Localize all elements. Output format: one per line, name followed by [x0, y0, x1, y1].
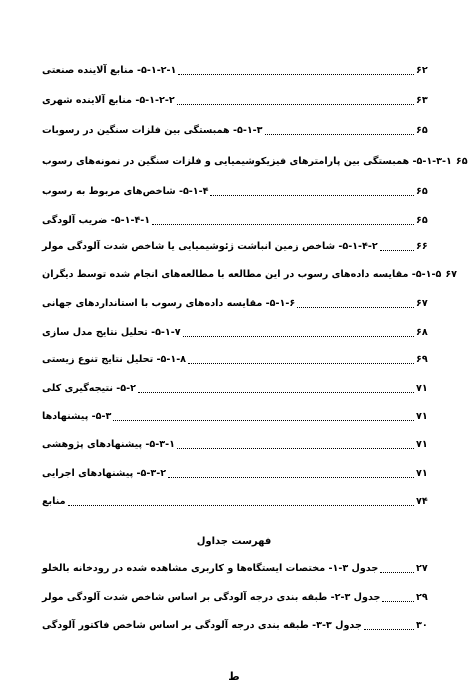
dot-leader: [210, 194, 414, 196]
dot-leader: [68, 504, 414, 506]
table-list-entry[interactable]: [40, 591, 436, 605]
dot-leader: [177, 103, 414, 105]
toc-title: ۵-۱-۸- تحلیل نتایج تنوع زیستی: [42, 354, 187, 365]
dot-leader: [177, 447, 414, 449]
table-page-number: ۲۹: [416, 592, 428, 603]
toc-entry[interactable]: [40, 64, 436, 78]
dot-leader: [297, 306, 414, 308]
toc-title: ۵-۱-۴-۱- ضریب آلودگی: [42, 215, 151, 226]
toc-page-number: ۷۱: [416, 383, 428, 394]
toc-title: ۵-۱-۳- همبستگی بین فلزات سنگین در رسوبات: [42, 125, 263, 136]
toc-page-number: ۶۹: [416, 354, 428, 365]
toc-page-number: ۷۴: [416, 496, 428, 507]
tables-list-heading: فهرست جداول: [196, 536, 272, 547]
toc-entry[interactable]: [40, 382, 436, 396]
dot-leader: [168, 476, 414, 478]
toc-title: ۵-۱-۲-۲- منابع آلاینده شهری: [42, 95, 175, 106]
dot-leader: [265, 133, 414, 135]
dot-leader: [183, 335, 414, 337]
toc-page-number: ۶۵: [416, 186, 428, 197]
toc-title: ۵-۱-۷- تحلیل نتایج مدل سازی: [42, 327, 181, 338]
toc-page-number: ۶۵: [416, 125, 428, 136]
dot-leader: [380, 571, 414, 573]
dot-leader: [113, 419, 414, 421]
toc-title: ۵-۲- نتیجه‌گیری کلی: [42, 383, 136, 394]
toc-title: ۵-۱-۶- مقایسه داده‌های رسوب با استانداردهای جهانی: [42, 298, 296, 309]
dot-leader: [364, 628, 414, 630]
toc-page-number: ۷۱: [416, 468, 428, 479]
toc-page-number: ۶۵: [455, 156, 468, 167]
toc-entry[interactable]: [40, 214, 436, 228]
toc-page-number: ۶۳: [416, 95, 428, 106]
dot-leader: [178, 73, 414, 75]
toc-entry[interactable]: [40, 155, 468, 169]
table-list-entry[interactable]: [40, 562, 436, 576]
toc-page-number: ۶۸: [416, 327, 428, 338]
toc-entry[interactable]: [40, 467, 436, 481]
table-title: جدول ۳-۲- طبقه بندی درجه آلودگی بر اساس شاخص شدت آلودگی مولر: [42, 592, 381, 603]
toc-page-number: ۶۷: [416, 298, 428, 309]
dot-leader: [380, 249, 414, 251]
toc-entry[interactable]: [40, 353, 436, 367]
toc-entry[interactable]: [40, 297, 436, 311]
toc-title: ۵-۳-۱- پیشنهادهای پژوهشی: [42, 439, 175, 450]
dot-leader: [138, 391, 414, 393]
toc-title: ۵-۳-۲- پیشنهادهای اجرایی: [42, 468, 167, 479]
toc-page-number: ۷۱: [416, 439, 428, 450]
toc-page-number: ۷۱: [416, 411, 428, 422]
dot-leader: [188, 362, 414, 364]
toc-title: ۵-۳- پیشنهادها: [42, 411, 112, 422]
toc-entry[interactable]: [40, 185, 436, 199]
toc-entry[interactable]: [40, 124, 436, 138]
toc-page-number: ۶۵: [416, 215, 428, 226]
toc-title: ۵-۱-۴- شاخص‌های مربوط به رسوب: [42, 186, 209, 197]
table-page-number: ۳۰: [416, 620, 428, 631]
toc-page-number: ۶۷: [445, 269, 458, 280]
toc-entry[interactable]: [40, 410, 436, 424]
toc-entry[interactable]: [40, 438, 436, 452]
toc-page-number: ۶۶: [416, 241, 428, 252]
toc-page-number: ۶۲: [416, 65, 428, 76]
dot-leader: [382, 600, 414, 602]
table-page-number: ۲۷: [416, 563, 428, 574]
toc-title: ۵-۱-۲-۱- منابع آلاینده صنعتی: [42, 65, 177, 76]
toc-entry[interactable]: [40, 240, 436, 254]
toc-entry[interactable]: [40, 495, 436, 509]
toc-title: منابع: [42, 496, 66, 507]
toc-title: ۵-۱-۵- مقایسه داده‌های رسوب در این مطالعه با مطالعه‌های انجام شده توسط دیگران: [42, 269, 442, 280]
table-title: جدول ۳-۱- مختصات ایستگاه‌ها و کاربری مشاهده شده در رودخانه بالخلو: [42, 563, 379, 574]
page-number: ط: [228, 670, 240, 683]
toc-title: ۵-۱-۴-۲- شاخص زمین انباشت ژئوشیمیایی یا شاخص شدت آلودگی مولر: [42, 241, 378, 252]
toc-entry[interactable]: [40, 94, 436, 108]
table-title: جدول ۳-۳- طبقه بندی درجه آلودگی بر اساس شاخص فاکتور آلودگی: [42, 620, 362, 631]
toc-entry[interactable]: [40, 268, 458, 282]
dot-leader: [152, 223, 414, 225]
toc-entry[interactable]: [40, 326, 436, 340]
toc-title: ۵-۱-۳-۱- همبستگی بین پارامترهای فیزیکوشیمیایی و فلزات سنگین در نمونه‌های رسوب: [42, 156, 452, 167]
table-list-entry[interactable]: [40, 619, 436, 633]
